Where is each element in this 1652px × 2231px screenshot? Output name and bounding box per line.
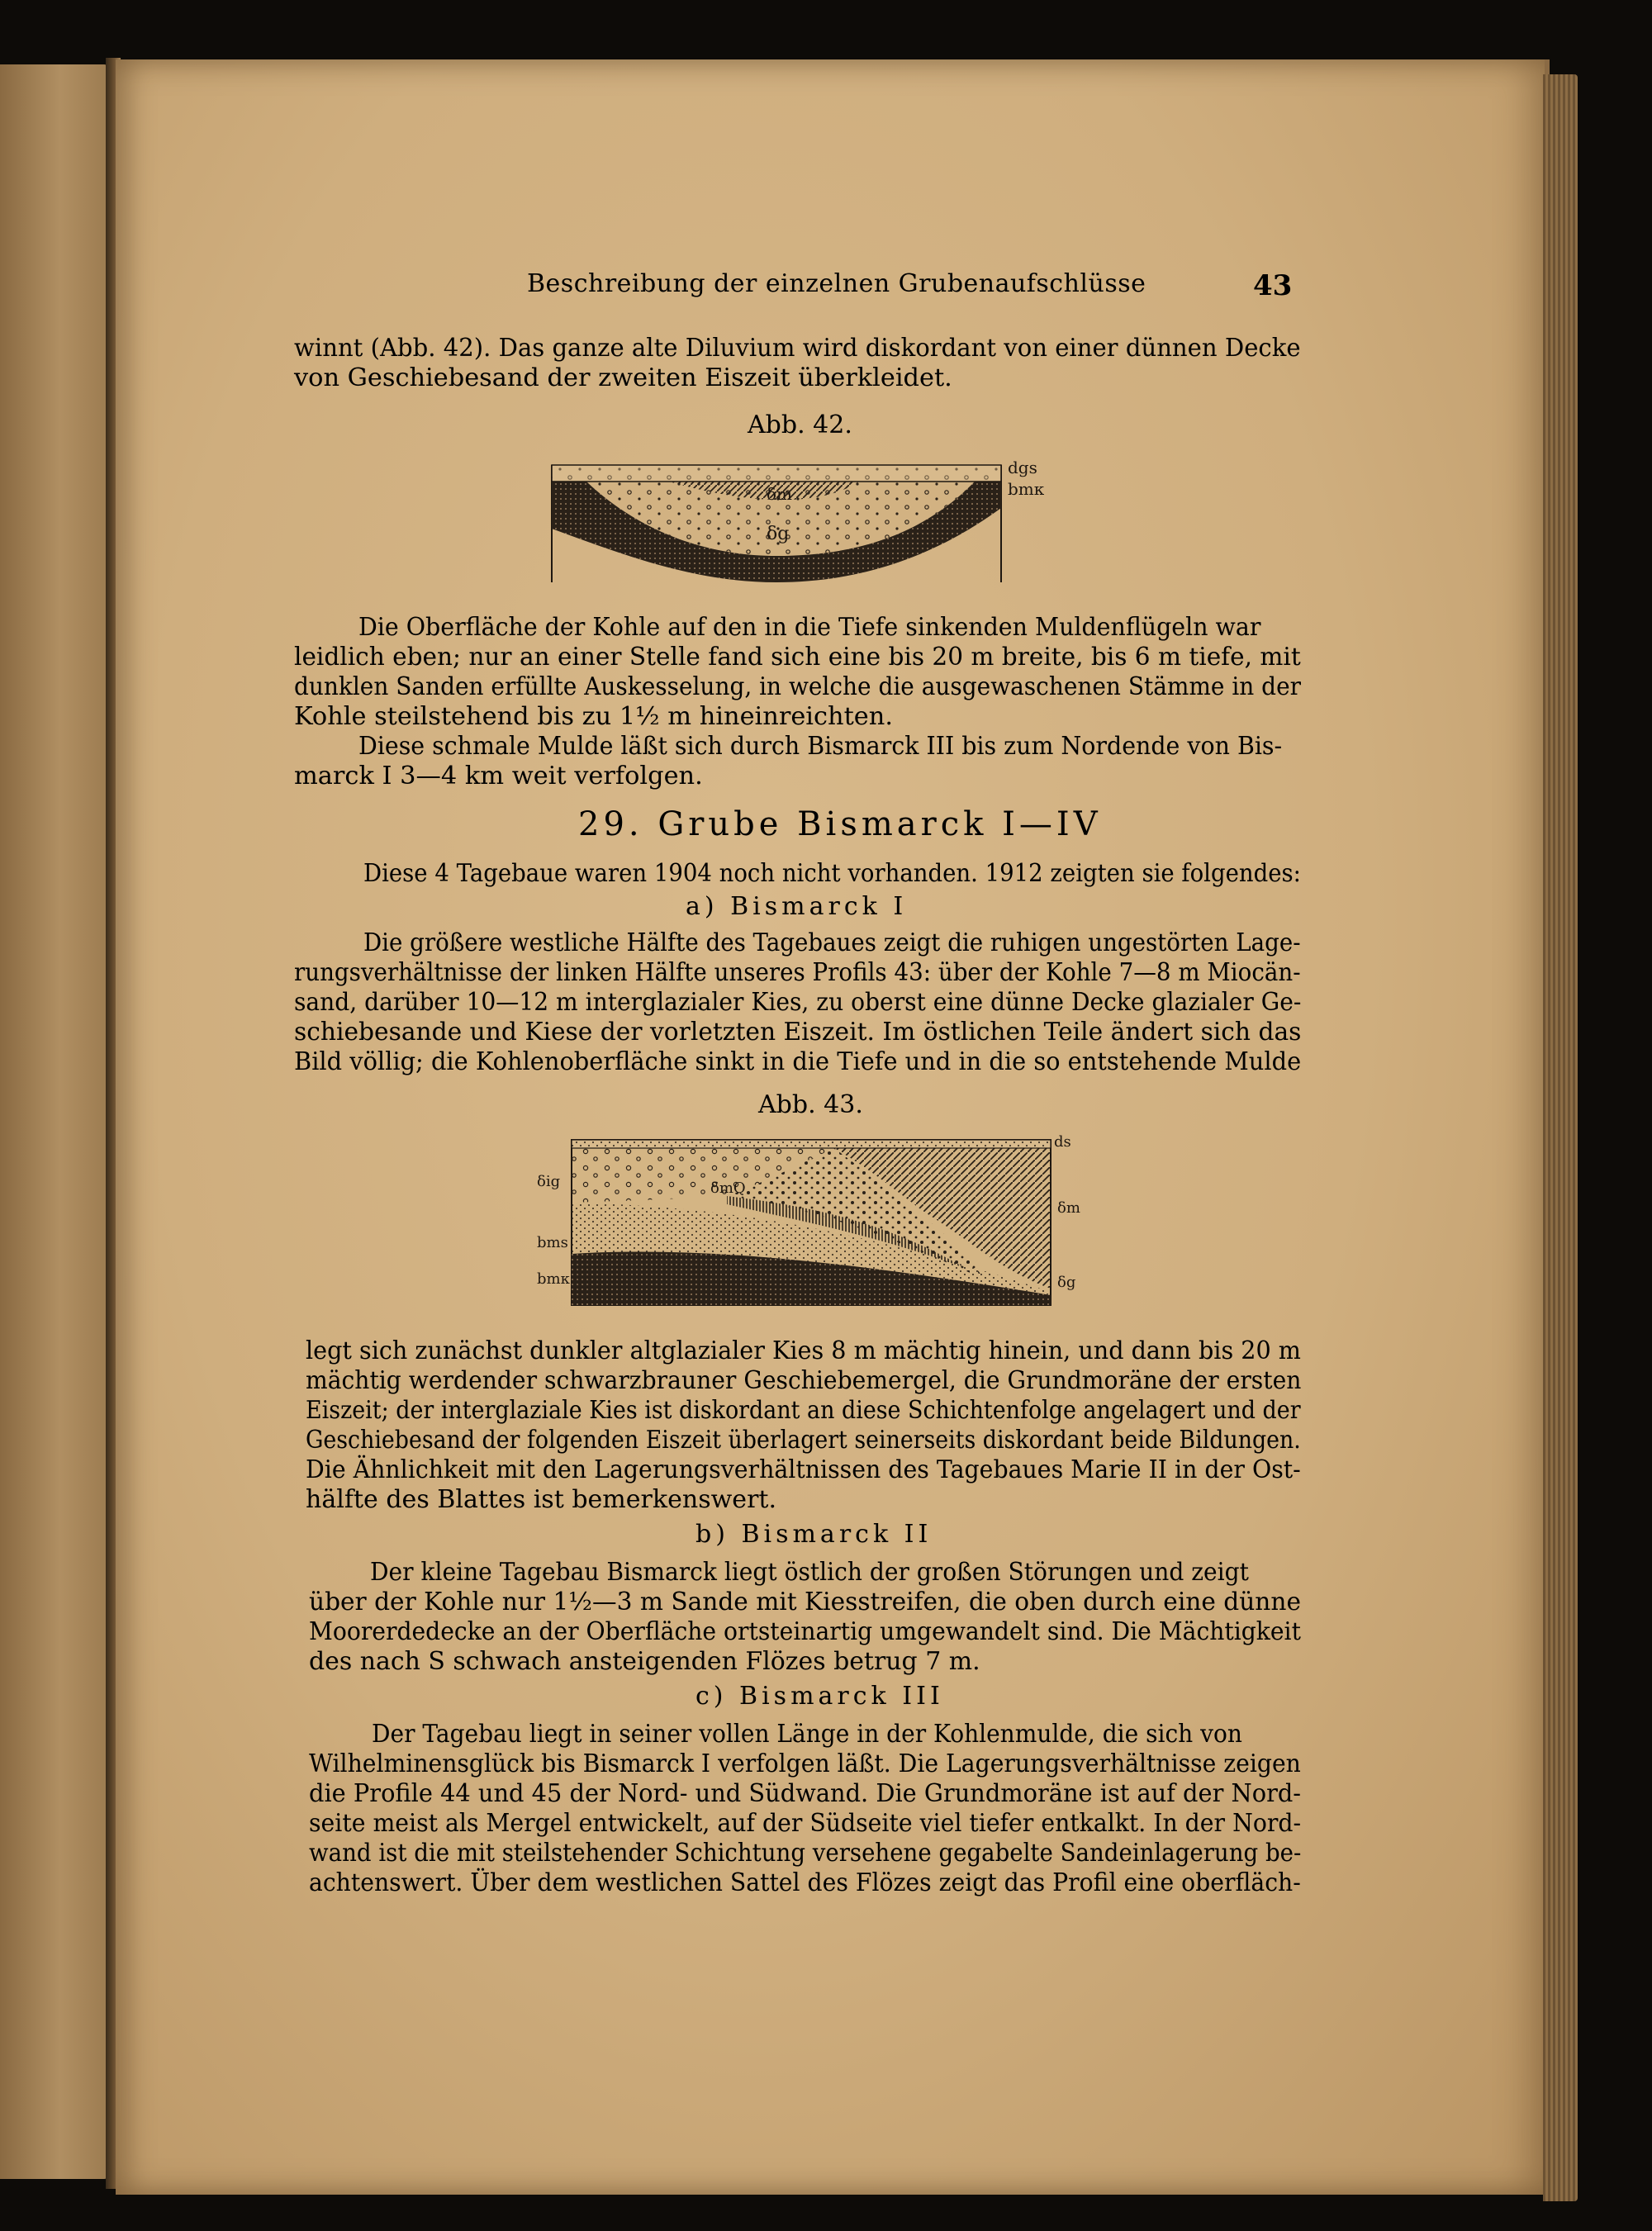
figure-label: bms [537,1234,568,1251]
text-line: achtenswert. Über dem westlichen Sattel des Flözes zeigt das Profil eine oberfläch- [309,1868,1301,1897]
text-line: Moorerdedecke an der Oberfläche ortsteinartig umgewandelt sind. Die Mächtigkeit [309,1617,1301,1646]
figure-43-cross-section [537,1130,1090,1312]
text-line: leidlich eben; nur an einer Stelle fand sich eine bis 20 m breite, bis 6 m tiefe, mit [294,643,1301,672]
text-line: dunklen Sanden erfüllte Auskesselung, in welche die ausgewaschenen Stämme in der [294,672,1301,701]
page-number: 43 [1253,269,1293,302]
text-line: schiebesande und Kiese der vorletzten Eiszeit. Im östlichen Teile ändert sich das [294,1018,1302,1047]
text-line: rungsverhältnisse der linken Hälfte unseres Profils 43: über der Kohle 7—8 m Miocän- [294,958,1301,987]
left-page-edge [0,64,109,2179]
figure-label: dgs [1008,458,1037,477]
text-line: hälfte des Blattes ist bemerkenswert. [306,1485,777,1514]
text-line: winnt (Abb. 42). Das ganze alte Diluvium wird diskordant von einer dünnen Decke [294,334,1301,363]
running-header: Beschreibung der einzelnen Grubenaufschlüsse [527,269,1146,298]
figure-label: δig [537,1173,561,1190]
text-line: von Geschiebesand der zweiten Eiszeit überkleidet. [294,363,952,392]
subsection-heading: c) Bismarck III [695,1682,944,1711]
text-line: sand, darüber 10—12 m interglazialer Kies, zu oberst eine dünne Decke glazialer Ge- [294,988,1302,1017]
subsection-heading: a) Bismarck I [686,892,908,921]
text-line: Die Oberfläche der Kohle auf den in die Tiefe sinkenden Muldenflügeln war [358,613,1261,642]
text-line: marck I 3—4 km weit verfolgen. [294,762,703,790]
figure-label: δg [767,524,790,544]
figure-label: bmκ [1008,479,1045,499]
text-line: über der Kohle nur 1½—3 m Sande mit Kiesstreifen, die oben durch eine dünne [309,1588,1301,1616]
figure-label: δmQ [710,1180,746,1197]
figure-caption: Abb. 42. [748,411,852,439]
text-line: mächtig werdender schwarzbrauner Geschiebemergel, die Grundmoräne der ersten [306,1366,1302,1395]
figure-label: bmκ [537,1270,570,1288]
text-line: Bild völlig; die Kohlenoberfläche sinkt in die Tiefe und in die so entstehende Mulde [294,1047,1302,1076]
text-line: Die Ähnlichkeit mit den Lagerungsverhältnissen des Tagebaues Marie II in der Ost- [306,1455,1301,1484]
text-line: Kohle steilstehend bis zu 1½ m hineinreichten. [294,702,893,731]
text-line: Der kleine Tagebau Bismarck liegt östlich der großen Störungen und zeigt [370,1558,1249,1587]
text-line: wand ist die mit steilstehender Schichtung versehene gegabelte Sandeinlagerung be- [309,1839,1302,1868]
text-line: die Profile 44 und 45 der Nord- und Südwand. Die Grundmoräne ist auf der Nord- [309,1779,1302,1808]
subsection-heading: b) Bismarck II [695,1520,933,1549]
figure-label: ds [1054,1133,1071,1151]
text-line: Geschiebesand der folgenden Eiszeit überlagert seinerseits diskordant beide Bildungen. [306,1426,1301,1455]
text-line: Wilhelminensglück bis Bismarck I verfolgen läßt. Die Lagerungsverhältnisse zeigen [309,1749,1301,1778]
figure-caption: Abb. 43. [758,1090,863,1119]
figure-label: δm [1057,1199,1080,1217]
text-line: legt sich zunächst dunkler altglazialer Kies 8 m mächtig hinein, und dann bis 20 m [306,1336,1301,1365]
text-line: Der Tagebau liegt in seiner vollen Länge in der Kohlenmulde, die sich von [372,1720,1242,1749]
page-stack-edge [1543,74,1578,2201]
text-line: Diese 4 Tagebaue waren 1904 noch nicht vorhanden. 1912 zeigten sie folgendes: [363,859,1301,888]
text-line: Diese schmale Mulde läßt sich durch Bismarck III bis zum Nordende von Bis- [358,732,1283,761]
figure-label: δm [767,484,793,504]
section-heading: 29. Grube Bismarck I—IV [578,805,1102,843]
text-line: seite meist als Mergel entwickelt, auf der Südseite viel tiefer entkalkt. In der Nord- [309,1809,1302,1838]
text-line: Eiszeit; der interglaziale Kies ist diskordant an diese Schichtenfolge angelagert und der [306,1396,1301,1425]
text-line: des nach S schwach ansteigenden Flözes betrug 7 m. [309,1647,980,1676]
text-line: Die größere westliche Hälfte des Tagebaues zeigt die ruhigen ungestörten Lage- [363,928,1301,957]
figure-42-cross-section [545,458,1057,591]
figure-label: δg [1057,1274,1076,1291]
